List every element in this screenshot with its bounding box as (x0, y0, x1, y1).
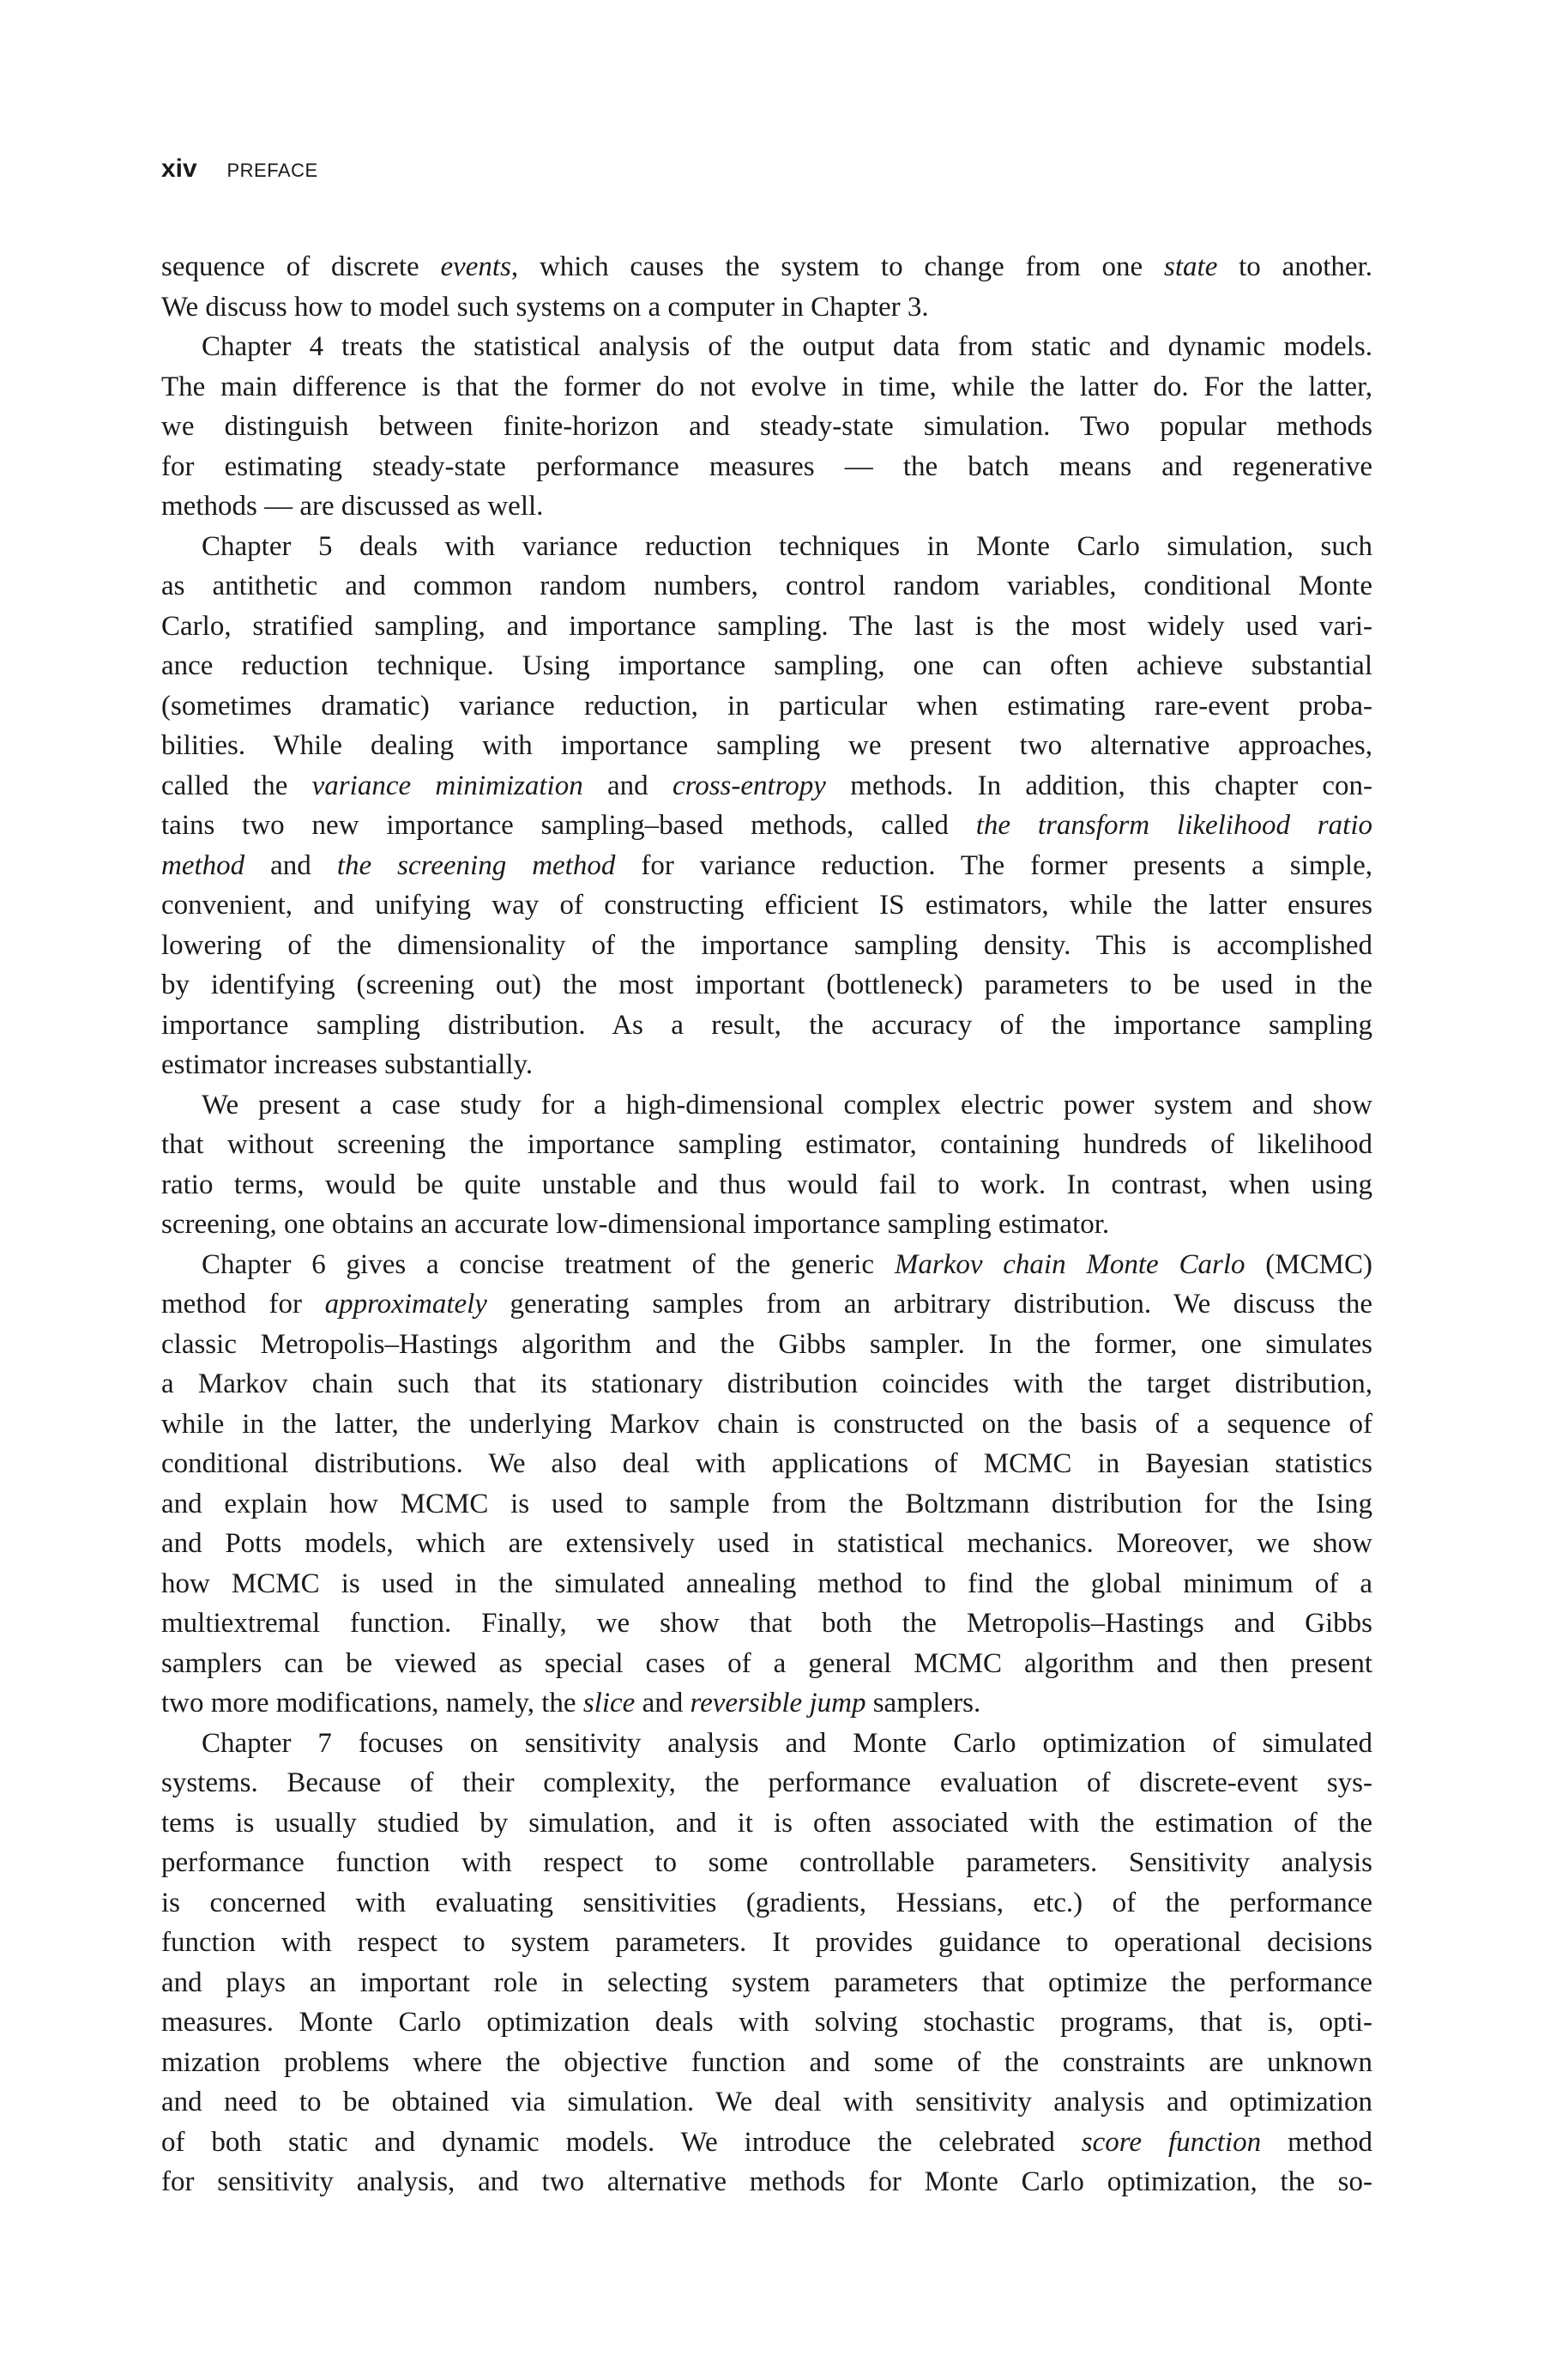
italic-term: the screening method (336, 849, 616, 881)
text-line (161, 1245, 1372, 1285)
text-run: classic Metropolis–Hastings algorithm and the Gibbs sampler. In the former, one simulates (161, 1328, 1372, 1360)
text-run: and (582, 770, 672, 801)
text-run: and (244, 849, 337, 881)
text-run: that without screening the importance sampling estimator, containing hundreds of likelihood (161, 1129, 1372, 1160)
text-run: Chapter 4 treats the statistical analysis of the output data from static and dynamic models. (202, 331, 1372, 362)
text-run: Chapter 5 deals with variance reduction techniques in Monte Carlo simulation, such (202, 530, 1372, 562)
text-line (161, 1923, 1372, 1963)
text-line (161, 846, 1372, 886)
text-line (161, 607, 1372, 647)
text-run: ratio terms, would be quite unstable and thus would fail to work. In contrast, when using (161, 1169, 1372, 1200)
text-line (161, 1963, 1372, 2003)
text-run: mization problems where the objective function and some of the constraints are unknown (161, 2046, 1372, 2078)
text-line (161, 726, 1372, 766)
text-line (161, 247, 1372, 287)
text-line (161, 965, 1372, 1006)
text-run: called the (161, 770, 312, 801)
body-text (161, 247, 1372, 2202)
text-run: and plays an important role in selecting system parameters that optimize the performance (161, 1966, 1372, 1998)
text-run: for estimating steady-state performance measures — the batch means and regenerative (161, 450, 1372, 482)
text-run: We present a case study for a high-dimensional complex electric power system and show (202, 1089, 1372, 1121)
italic-term: Markov chain Monte Carlo (894, 1248, 1245, 1280)
text-line (161, 646, 1372, 686)
running-header (161, 154, 318, 184)
text-run: and explain how MCMC is used to sample from the Boltzmann distribution for the Ising (161, 1488, 1372, 1519)
text-run: bilities. While dealing with importance sampling we present two alternative approaches, (161, 730, 1372, 761)
text-line (161, 885, 1372, 926)
text-line (161, 1724, 1372, 1764)
text-line (161, 1404, 1372, 1445)
text-run: for variance reduction. The former presents a simple, (615, 849, 1372, 881)
text-line (161, 2123, 1372, 2163)
running-title: PREFACE (226, 160, 318, 181)
text-run: multiextremal function. Finally, we show that both the Metropolis–Hastings and Gibbs (161, 1608, 1372, 1639)
text-line (161, 1325, 1372, 1365)
text-run: by identifying (screening out) the most important (bottleneck) parameters to be used in the (161, 970, 1372, 1000)
text-line (161, 1524, 1372, 1564)
text-line (161, 1803, 1372, 1844)
italic-term: reversible jump (690, 1688, 866, 1719)
italic-term: cross-entropy (672, 770, 826, 801)
paragraph (161, 1245, 1372, 1724)
text-run: samplers can be viewed as special cases of a general MCMC algorithm and then present (161, 1647, 1372, 1679)
text-line (161, 806, 1372, 846)
text-run: to another. (1217, 251, 1372, 282)
text-run: importance sampling distribution. As a result, the accuracy of the importance sampling (161, 1009, 1372, 1041)
text-run: how MCMC is used in the simulated annealing method to find the global minimum of a (161, 1568, 1372, 1599)
text-run: we distinguish between finite-horizon and steady-state simulation. Two popular methods (161, 411, 1372, 442)
text-line (161, 2162, 1372, 2202)
text-line (161, 1006, 1372, 1046)
text-line (161, 1484, 1372, 1525)
paragraph (161, 247, 1372, 327)
text-line (161, 686, 1372, 727)
text-run: methods. In addition, this chapter con- (825, 770, 1372, 801)
text-run: Carlo, stratified sampling, and importance sampling. The last is the most widely used vari- (161, 610, 1372, 642)
text-line (161, 407, 1372, 447)
text-line (161, 566, 1372, 607)
text-run: estimator increases substantially. (161, 1049, 534, 1080)
text-run: , which causes the system to change from one (510, 251, 1165, 282)
text-run: method (1261, 2126, 1372, 2158)
text-run: is concerned with evaluating sensitivities (gradients, Hessians, etc.) of the performance (161, 1887, 1372, 1918)
text-line (161, 1364, 1372, 1404)
italic-term: the transform likelihood ratio (975, 810, 1372, 841)
text-run: systems. Because of their complexity, the performance evaluation of discrete-event sys- (161, 1767, 1372, 1798)
text-line (161, 1085, 1372, 1126)
text-run: measures. Monte Carlo optimization deals with solving stochastic programs, that is, opti- (161, 2007, 1372, 2038)
text-line (161, 1125, 1372, 1165)
text-run: as antithetic and common random numbers, control random variables, conditional Monte (161, 571, 1372, 601)
text-line (161, 1165, 1372, 1205)
text-run: and need to be obtained via simulation. We deal with sensitivity analysis and optimization (161, 2087, 1372, 2117)
text-run: Chapter 7 focuses on sensitivity analysis and Monte Carlo optimization of simulated (202, 1727, 1372, 1759)
text-run: and (635, 1688, 691, 1719)
text-run: and Potts models, which are extensively used in statistical mechanics. Moreover, we show (161, 1528, 1372, 1559)
text-line (161, 1683, 1372, 1724)
italic-term: slice (582, 1688, 636, 1719)
text-run: method for (161, 1289, 325, 1320)
text-run: samplers. (865, 1688, 981, 1719)
text-line (161, 1883, 1372, 1924)
page-number: xiv (161, 154, 197, 183)
text-line (161, 287, 1372, 328)
text-run: screening, one obtains an accurate low-dimensional importance sampling estimator. (161, 1209, 1110, 1240)
italic-term: score function (1081, 2126, 1262, 2158)
text-run: lowering of the dimensionality of the importance sampling density. This is accomplished (161, 929, 1372, 961)
text-run: (MCMC) (1245, 1248, 1372, 1280)
text-run: tems is usually studied by simulation, and it is often associated with the estimation of the (161, 1807, 1372, 1839)
text-run: The main difference is that the former do not evolve in time, while the latter do. For the latter, (161, 371, 1372, 402)
text-line (161, 327, 1372, 367)
text-run: for sensitivity analysis, and two alternative methods for Monte Carlo optimization, the so- (161, 2166, 1372, 2197)
text-line (161, 1564, 1372, 1604)
text-run: two more modifications, namely, the (161, 1688, 583, 1719)
italic-term: approximately (324, 1289, 487, 1320)
text-run: function with respect to system parameters. It provides guidance to operational decisions (161, 1927, 1372, 1958)
text-run: while in the latter, the underlying Markov chain is constructed on the basis of a sequence of (161, 1408, 1372, 1440)
text-run: a Markov chain such that its stationary distribution coincides with the target distribution, (161, 1368, 1372, 1399)
text-line (161, 486, 1372, 527)
text-run: ance reduction technique. Using importance sampling, one can often achieve substantial (161, 650, 1372, 681)
paragraph (161, 1724, 1372, 2202)
paragraph (161, 1085, 1372, 1245)
text-run: sequence of discrete (161, 251, 441, 282)
text-run: convenient, and unifying way of constructing efficient IS estimators, while the latter ensures (161, 890, 1372, 921)
text-run: generating samples from an arbitrary distribution. We discuss the (486, 1289, 1372, 1320)
text-line (161, 1644, 1372, 1684)
text-line (161, 2043, 1372, 2083)
text-line (161, 1843, 1372, 1883)
text-run: methods — are discussed as well. (161, 491, 544, 522)
text-line (161, 367, 1372, 408)
text-run: of both static and dynamic models. We introduce the celebrated (161, 2126, 1082, 2158)
text-run: performance function with respect to some controllable parameters. Sensitivity analysis (161, 1847, 1372, 1878)
text-line (161, 1045, 1372, 1085)
text-run: tains two new importance sampling–based methods, called (161, 810, 976, 841)
text-line (161, 926, 1372, 966)
italic-term: method (161, 849, 245, 881)
text-line (161, 527, 1372, 567)
text-line (161, 766, 1372, 806)
text-run: Chapter 6 gives a concise treatment of the generic (202, 1248, 895, 1280)
text-run: conditional distributions. We also deal with applications of MCMC in Bayesian statistics (161, 1448, 1372, 1479)
text-line (161, 447, 1372, 487)
text-line (161, 2082, 1372, 2123)
text-line (161, 1604, 1372, 1644)
text-run: (sometimes dramatic) variance reduction, in particular when estimating rare-event proba- (161, 690, 1372, 722)
text-run: We discuss how to model such systems on a computer in Chapter 3. (161, 291, 929, 323)
text-line (161, 1444, 1372, 1484)
paragraph (161, 527, 1372, 1085)
paragraph (161, 327, 1372, 527)
text-line (161, 1763, 1372, 1803)
text-line (161, 2002, 1372, 2043)
italic-term: state (1164, 251, 1218, 282)
text-line (161, 1284, 1372, 1325)
text-line (161, 1205, 1372, 1245)
italic-term: events (440, 251, 511, 282)
italic-term: variance minimization (311, 770, 583, 801)
